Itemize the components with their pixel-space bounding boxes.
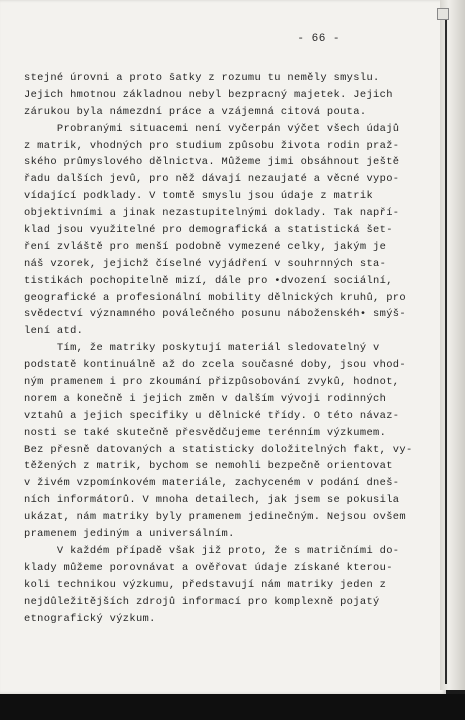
text-line: koli technikou výzkumu, představují nám matriky jeden z bbox=[24, 578, 387, 591]
page-spine bbox=[440, 0, 465, 690]
text-line: ních informátorů. V mnoha detailech, jak jsem se pokusila bbox=[24, 494, 400, 507]
scan-border bbox=[0, 694, 465, 720]
text-line: pramenem jediným a universálním. bbox=[24, 528, 235, 541]
text-line: nosti se také skutečně přesvědčujeme terénním výzkumem. bbox=[24, 426, 387, 439]
text-line: vztahů a jejich specifiky u dělnické třídy. O této návaz- bbox=[24, 409, 400, 422]
text-line: svědectví významného poválečného posunu náboženskéh• smýš- bbox=[24, 308, 406, 321]
text-line: Probranými situacemi není vyčerpán výčet všech údajů bbox=[24, 122, 400, 135]
text-line: vídající podklady. V tomtě smyslu jsou údaje z matrik bbox=[24, 190, 374, 203]
text-line: objektivními a jinak nezastupitelnými doklady. Tak napří- bbox=[24, 207, 400, 220]
text-line: ným pramenem i pro zkoumání přizpůsobování zvyků, hodnot, bbox=[24, 376, 400, 389]
text-line: Tím, že matriky poskytují materiál sledovatelný v bbox=[24, 342, 380, 355]
text-line: v živém vzpomínkovém materiále, zachyceném v podání dneš- bbox=[24, 477, 400, 490]
page-tab bbox=[437, 8, 449, 20]
text-line: z matrik, vhodných pro studium způsobu života rodin praž- bbox=[24, 139, 400, 152]
text-line: ukázat, nám matriky byly pramenem jedinečným. Nejsou ovšem bbox=[24, 511, 406, 524]
page-number: - 66 - bbox=[297, 33, 340, 45]
text-line: stejné úrovni a proto s̄atky z rozumu tu neměly smyslu. bbox=[24, 72, 380, 84]
body-text bbox=[24, 70, 424, 627]
text-line: lení atd. bbox=[24, 325, 84, 338]
text-line: norem a konečně i jejich změn v dalším vývoji rodinných bbox=[24, 392, 387, 405]
text-line: klady můžeme porovnávat a ověřovat údaje získané kterou- bbox=[24, 561, 393, 574]
text-line: tistikách pochopitelně mizí, dále pro •dvození sociální, bbox=[24, 274, 393, 287]
text-line: Bez přesně datovaných a statisticky doložitelných fakt, vy- bbox=[24, 443, 413, 456]
text-line: nejdůležitějších zdrojů informací pro komplexně pojatý bbox=[24, 595, 380, 608]
text-line: řadu dalších jevů, pro něž dávají nezaujaté a věcné vypo- bbox=[24, 173, 400, 186]
text-line: podstatě kontinuálně až do zcela současné doby, jsou vhod- bbox=[24, 359, 406, 372]
text-line: zárukou byla námezdní práce a vzájemná citová pouta. bbox=[24, 105, 367, 118]
text-line: ření zvláště pro menší podobně vymezené celky, jakým je bbox=[24, 240, 387, 253]
text-line: V každém případě však již proto, že s matričními do- bbox=[24, 544, 400, 557]
text-line: geografické a profesionální mobility dělnických kruhů, pro bbox=[24, 291, 406, 304]
text-line: Jejich hmotnou základnou nebyl bezpracný majetek. Jejich bbox=[24, 88, 393, 101]
text-line: těžených z matrik, bychom se nemohli bezpečně orientovat bbox=[24, 460, 393, 473]
spine-edge bbox=[445, 8, 447, 684]
text-line: náš vzorek, jejichž číselné vyjádření v souhrnných sta- bbox=[24, 257, 387, 270]
text-line: etnografický výzkum. bbox=[24, 612, 156, 625]
text-line: klad jsou využitelné pro demografická a statistická šet- bbox=[24, 224, 393, 237]
text-line: ského průmyslového dělnictva. Můžeme jimi obsáhnout ještě bbox=[24, 156, 400, 169]
